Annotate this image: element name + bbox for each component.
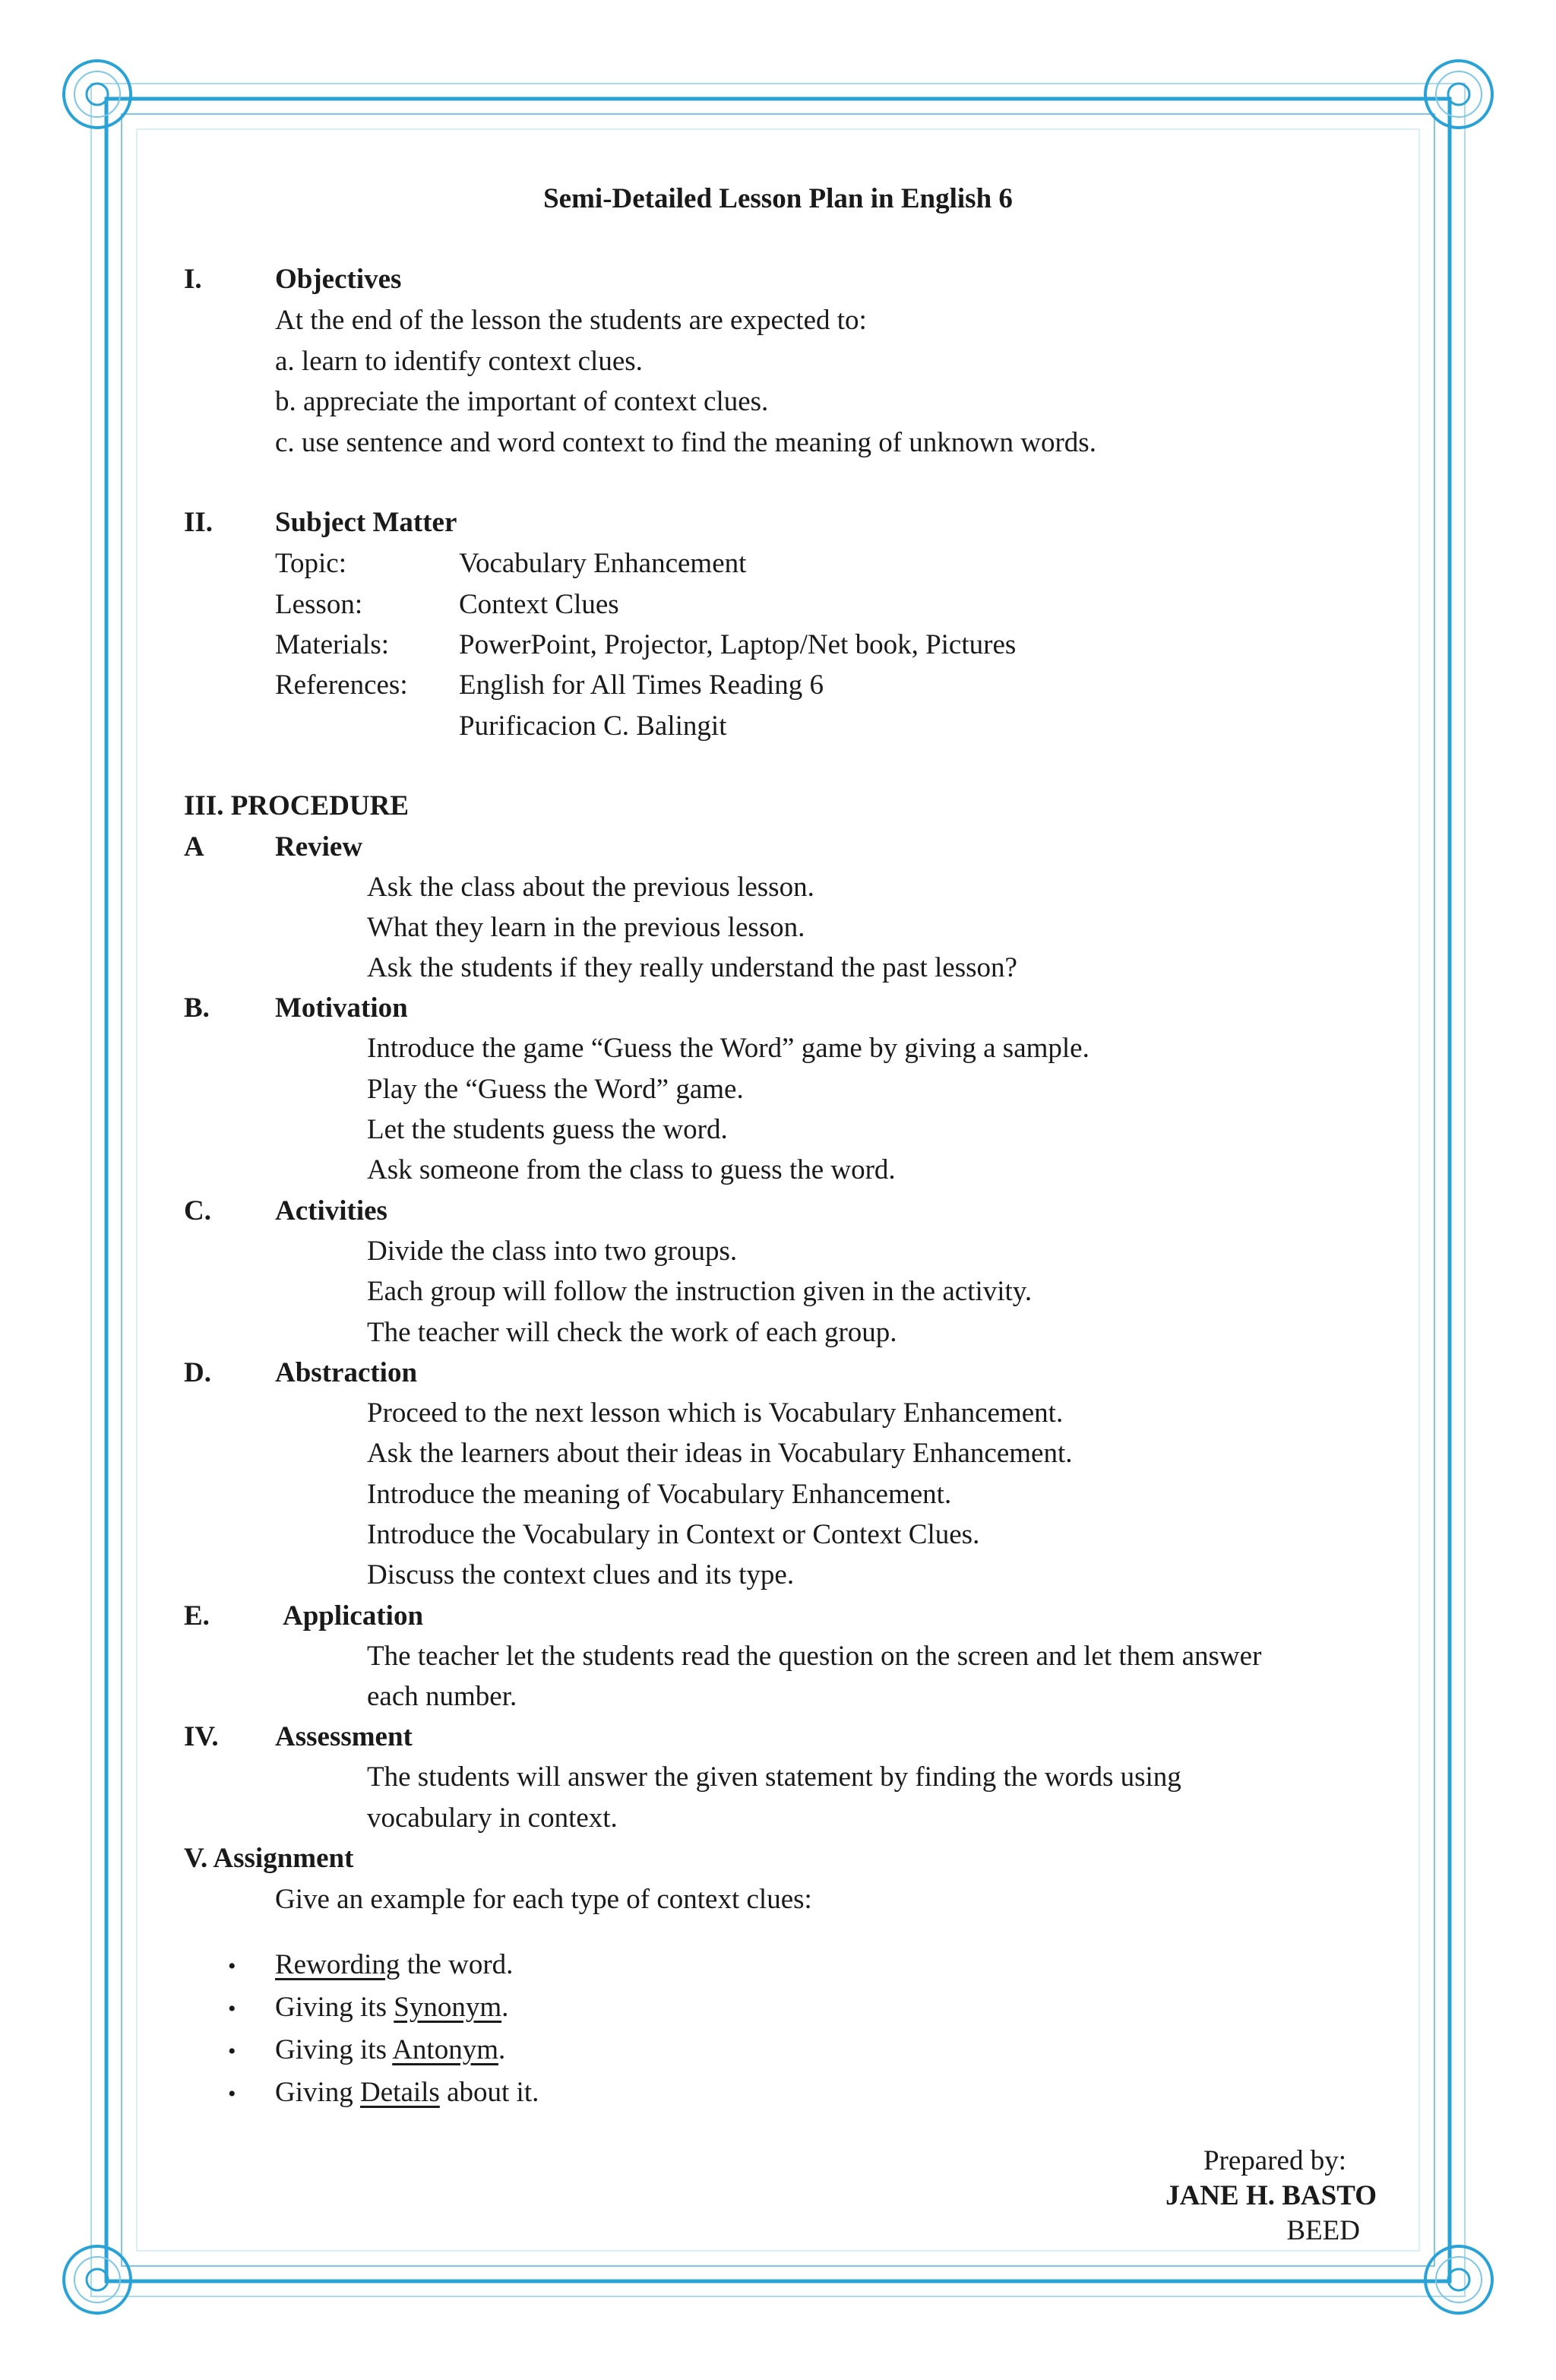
subject-matter-heading: Subject Matter — [275, 507, 457, 538]
bullet-icon: • — [228, 2039, 236, 2064]
procedure-line: Introduce the Vocabulary in Context or Context Clues. — [367, 1519, 980, 1550]
procedure-line: The teacher let the students read the question on the screen and let them answer — [367, 1641, 1262, 1672]
procedure-line: Discuss the context clues and its type. — [367, 1559, 795, 1590]
subject-matter-number: II. — [184, 507, 213, 538]
assignment-intro: Give an example for each type of context clues: — [275, 1884, 812, 1915]
procedure-letter: C. — [184, 1195, 211, 1226]
assignment-item: Rewording the word. — [275, 1949, 514, 1980]
procedure-line: Introduce the game “Guess the Word” game by giving a sample. — [367, 1033, 1090, 1064]
procedure-line: Ask someone from the class to guess the word. — [367, 1154, 896, 1185]
subject-value-materials: PowerPoint, Projector, Laptop/Net book, Pictures — [459, 629, 1017, 660]
objectives-number: I. — [184, 264, 202, 295]
procedure-letter: B. — [184, 992, 210, 1024]
procedure-letter: E. — [184, 1600, 210, 1632]
subject-label-references: References: — [275, 669, 408, 701]
bullet-icon: • — [228, 1996, 236, 2021]
procedure-line: Each group will follow the instruction given in the activity. — [367, 1276, 1033, 1307]
prepared-by-label: Prepared by: — [1203, 2145, 1346, 2176]
procedure-line: What they learn in the previous lesson. — [367, 912, 805, 943]
subject-value-topic: Vocabulary Enhancement — [459, 548, 747, 579]
assignment-item: Giving Details about it. — [275, 2077, 539, 2108]
procedure-line: The teacher will check the work of each group. — [367, 1317, 897, 1348]
procedure-line: Ask the students if they really understand the past lesson? — [367, 952, 1017, 983]
procedure-line: Divide the class into two groups. — [367, 1236, 738, 1267]
procedure-line: each number. — [367, 1681, 517, 1712]
document-title: Semi-Detailed Lesson Plan in English 6 — [543, 183, 1013, 214]
procedure-section-title: Review — [275, 831, 363, 862]
objectives-line: b. appreciate the important of context clues. — [275, 386, 769, 417]
assignment-heading: V. Assignment — [184, 1843, 354, 1874]
objectives-line: a. learn to identify context clues. — [275, 346, 643, 377]
procedure-heading: III. PROCEDURE — [184, 790, 410, 821]
subject-label-materials: Materials: — [275, 629, 390, 660]
subject-label-lesson: Lesson: — [275, 589, 363, 620]
subject-value-lesson: Context Clues — [459, 589, 619, 620]
procedure-line: Play the “Guess the Word” game. — [367, 1074, 744, 1105]
procedure-letter: D. — [184, 1357, 211, 1388]
procedure-letter: A — [184, 831, 204, 862]
bullet-icon: • — [228, 1954, 236, 1979]
preparer-name: JANE H. BASTO — [1165, 2180, 1377, 2211]
procedure-section-title: Motivation — [275, 992, 408, 1024]
assessment-heading: Assessment — [275, 1721, 413, 1752]
procedure-line: Introduce the meaning of Vocabulary Enhancement. — [367, 1479, 952, 1510]
procedure-section-title: Abstraction — [275, 1357, 418, 1388]
procedure-line: Ask the learners about their ideas in Vocabulary Enhancement. — [367, 1438, 1073, 1469]
assessment-number: IV. — [184, 1721, 219, 1752]
objectives-line: c. use sentence and word context to find the meaning of unknown words. — [275, 427, 1096, 458]
procedure-line: Proceed to the next lesson which is Vocabulary Enhancement. — [367, 1397, 1064, 1429]
subject-value-author: Purificacion C. Balingit — [459, 711, 727, 742]
preparer-course: BEED — [1286, 2215, 1360, 2246]
assignment-item: Giving its Antonym. — [275, 2034, 506, 2065]
procedure-line: Ask the class about the previous lesson. — [367, 872, 814, 903]
assessment-line: vocabulary in context. — [367, 1802, 618, 1834]
objectives-heading: Objectives — [275, 264, 402, 295]
subject-value-references: English for All Times Reading 6 — [459, 669, 824, 701]
subject-label-topic: Topic: — [275, 548, 346, 579]
procedure-section-title: Application — [283, 1600, 424, 1632]
procedure-section-title: Activities — [275, 1195, 387, 1226]
assessment-line: The students will answer the given statement by finding the words using — [367, 1761, 1181, 1793]
procedure-line: Let the students guess the word. — [367, 1114, 728, 1145]
assignment-item: Giving its Synonym. — [275, 1992, 509, 2023]
objectives-line: At the end of the lesson the students are expected to: — [275, 305, 867, 336]
bullet-icon: • — [228, 2081, 236, 2106]
